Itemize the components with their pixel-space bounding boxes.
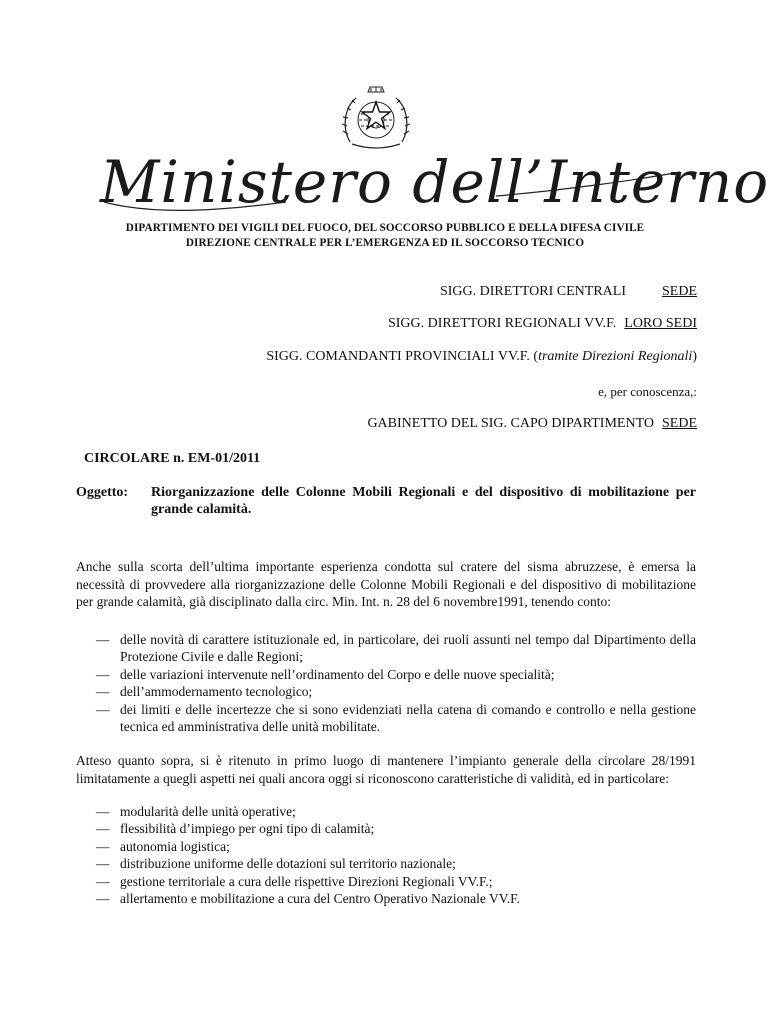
list-item-text: flessibilità d’impiego per ogni tipo di calamità; bbox=[120, 821, 375, 837]
dash-bullet: — bbox=[96, 891, 110, 907]
addressee-line-1 bbox=[440, 284, 697, 300]
addressee-line-4 bbox=[598, 384, 697, 400]
dash-bullet: — bbox=[96, 666, 110, 682]
list-item bbox=[96, 683, 696, 700]
subject-label: Oggetto: bbox=[76, 485, 129, 500]
addressee-line-2 bbox=[388, 316, 697, 332]
considerations-list bbox=[96, 631, 696, 735]
list-item-text: dell’ammodernamento tecnologico; bbox=[120, 684, 313, 700]
dash-bullet: — bbox=[96, 804, 110, 819]
body-paragraph-1: Anche sulla scorta dell’ultima importante esperienza condotta sul cratere del sisma abruzzese, è emersa la necessità di provvedere alla riorganizzazione delle Colonne Mobili Regionali e del dispositivo di mobilitazione per grande calamità, già disciplinato dalla circ. Min. Int. n. 28 del 6 novembre1991, tenendo conto: bbox=[76, 559, 696, 610]
list-item bbox=[96, 873, 696, 890]
dash-bullet: — bbox=[96, 856, 110, 872]
addressee-place: SEDE bbox=[662, 284, 697, 299]
list-item bbox=[96, 803, 696, 820]
addressee-line-3 bbox=[266, 349, 697, 365]
addressee-text: GABINETTO DEL SIG. CAPO DIPARTIMENTO bbox=[367, 416, 654, 431]
addressee-text: SIGG. COMANDANTI PROVINCIALI VV.F. ( bbox=[266, 349, 539, 364]
subject-text: Riorganizzazione delle Colonne Mobili Regionali e del dispositivo di mobilitazione per grande calamità. bbox=[151, 485, 696, 517]
list-item-text: dei limiti e delle incertezze che si sono evidenziati nella catena di comando e controllo e nella gestione tecnica ed amministrativa delle unità mobilitate. bbox=[120, 701, 696, 735]
validity-features-list bbox=[96, 803, 696, 907]
addressee-text: SIGG. DIRETTORI REGIONALI VV.F. bbox=[387, 316, 617, 331]
dash-bullet: — bbox=[96, 873, 110, 889]
list-item bbox=[96, 666, 696, 683]
list-item bbox=[96, 890, 696, 907]
ministry-wordmark: Ministero dell’Interno bbox=[100, 148, 770, 216]
dash-bullet: — bbox=[96, 821, 110, 837]
list-item-text: delle novità di carattere istituzionale ed, in particolare, dei ruoli assunti nel tempo dal Dipartimento della Protezione Civile e dalle Regioni; bbox=[120, 632, 696, 665]
dash-bullet: — bbox=[96, 632, 110, 647]
dash-bullet: — bbox=[96, 684, 110, 700]
list-item-text: autonomia logistica; bbox=[120, 838, 230, 854]
circular-number: CIRCOLARE n. EM-01/2011 bbox=[84, 451, 261, 466]
addressee-place: SEDE bbox=[662, 416, 697, 431]
department-name: DIPARTIMENTO DEI VIGILI DEL FUOCO, DEL SOCCORSO PUBBLICO E DELLA DIFESA CIVILE bbox=[125, 222, 645, 234]
list-item-text: modularità delle unità operative; bbox=[120, 804, 296, 819]
addressee-line-5 bbox=[367, 416, 697, 432]
list-item bbox=[96, 838, 696, 855]
addressee-place: LORO SEDI bbox=[624, 316, 697, 331]
dash-bullet: — bbox=[96, 838, 110, 854]
list-item-text: allertamento e mobilitazione a cura del Centro Operativo Nazionale VV.F. bbox=[120, 891, 520, 907]
body-paragraph-2: Atteso quanto sopra, si è ritenuto in primo luogo di mantenere l’impianto generale della circolare 28/1991 limitatamente a quegli aspetti nei quali ancora oggi si riconoscono caratteristiche di validità, ed in particolare: bbox=[76, 753, 696, 786]
list-item bbox=[96, 820, 696, 837]
addressee-note: tramite Direzioni Regionali bbox=[538, 349, 693, 364]
addressee-text: SIGG. DIRETTORI CENTRALI bbox=[439, 284, 626, 299]
subject-block bbox=[76, 484, 696, 518]
cc-text: e, per conoscenza,: bbox=[598, 384, 697, 399]
italian-republic-emblem-icon bbox=[338, 84, 414, 152]
directorate-name: DIREZIONE CENTRALE PER L’EMERGENZA ED IL SOCCORSO TECNICO bbox=[185, 237, 585, 249]
dash-bullet: — bbox=[96, 701, 110, 717]
list-item-text: gestione territoriale a cura delle rispettive Direzioni Regionali VV.F.; bbox=[120, 873, 493, 889]
list-item bbox=[96, 701, 696, 736]
addressee-close: ) bbox=[692, 349, 697, 364]
list-item bbox=[96, 631, 696, 666]
list-item bbox=[96, 855, 696, 872]
list-item-text: delle variazioni intervenute nell’ordinamento del Corpo e delle nuove specialità; bbox=[120, 666, 555, 682]
list-item-text: distribuzione uniforme delle dotazioni sul territorio nazionale; bbox=[120, 856, 456, 872]
